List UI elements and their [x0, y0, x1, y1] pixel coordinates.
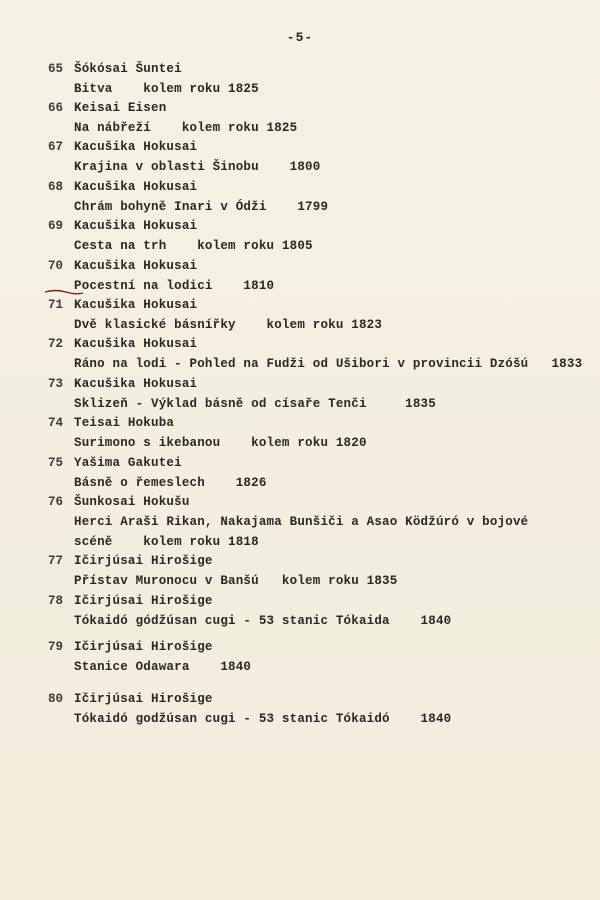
entry-number: 76	[48, 495, 64, 509]
entry-artist: Teisai Hokuba	[74, 416, 175, 430]
entry-number: 79	[48, 640, 64, 654]
entry-artist: Kacušika Hokusai	[74, 377, 198, 391]
entry-artist: Kacušika Hokusai	[74, 259, 198, 273]
entry-title: Pocestní na lodici 1810	[74, 279, 275, 293]
entry-artist: Šunkosai Hokušu	[74, 495, 190, 509]
entry-title: Dvě klasické básnířky kolem roku 1823	[74, 318, 383, 332]
entry-artist: Kacušika Hokusai	[74, 140, 198, 154]
entry-number: 80	[48, 692, 64, 706]
entry-number: 69	[48, 219, 64, 233]
entry-artist: Šókósai Šuntei	[74, 62, 182, 76]
entry-title-continuation: scéně kolem roku 1818	[74, 535, 259, 549]
entry-number: 67	[48, 140, 64, 154]
entry-number: 75	[48, 456, 64, 470]
entry-artist: Keisai Eisen	[74, 101, 167, 115]
entry-artist: Kacušika Hokusai	[74, 180, 198, 194]
entry-title: Ráno na lodi - Pohled na Fudži od Ušibori v provincii Dzóšú 1833	[74, 357, 583, 371]
entry-number: 68	[48, 180, 64, 194]
entry-number: 71	[48, 298, 64, 312]
entry-artist: Ičirjúsai Hirošige	[74, 554, 213, 568]
entry-number: 74	[48, 416, 64, 430]
entry-title: Surimono s ikebanou kolem roku 1820	[74, 436, 367, 450]
page-number: -5-	[286, 30, 314, 45]
entry-number: 73	[48, 377, 64, 391]
entry-artist: Ičirjúsai Hirošige	[74, 640, 213, 654]
entry-number: 77	[48, 554, 64, 568]
entry-number: 65	[48, 62, 64, 76]
entry-title: Přístav Muronocu v Banšú kolem roku 1835	[74, 574, 398, 588]
entry-artist: Ičirjúsai Hirošige	[74, 692, 213, 706]
entry-title: Tókaidó godžúsan cugi - 53 stanic Tókaidó 1840	[74, 712, 452, 726]
entry-artist: Kacušika Hokusai	[74, 298, 198, 312]
entry-title: Básně o řemeslech 1826	[74, 476, 267, 490]
entry-title: Cesta na trh kolem roku 1805	[74, 239, 313, 253]
entry-artist: Kacušika Hokusai	[74, 219, 198, 233]
entry-title: Tókaidó gódžúsan cugi - 53 stanic Tókaida 1840	[74, 614, 452, 628]
entry-number: 78	[48, 594, 64, 608]
entry-title: Stanice Odawara 1840	[74, 660, 252, 674]
entry-title: Herci Araši Rikan, Nakajama Bunšiči a Asao Ködžúró v bojové	[74, 515, 529, 529]
entry-artist: Kacušika Hokusai	[74, 337, 198, 351]
entry-title: Sklizeň - Výklad básně od císaře Tenči 1835	[74, 397, 436, 411]
entry-title: Na nábřeží kolem roku 1825	[74, 121, 298, 135]
entry-title: Krajina v oblasti Šinobu 1800	[74, 160, 321, 174]
entry-number: 72	[48, 337, 64, 351]
entry-title: Bitva kolem roku 1825	[74, 82, 259, 96]
entry-artist: Ičirjúsai Hirošige	[74, 594, 213, 608]
entry-number: 70	[48, 259, 64, 273]
entry-number: 66	[48, 101, 64, 115]
entry-artist: Yašima Gakutei	[74, 456, 182, 470]
entry-title: Chrám bohyně Inari v Ódži 1799	[74, 200, 329, 214]
